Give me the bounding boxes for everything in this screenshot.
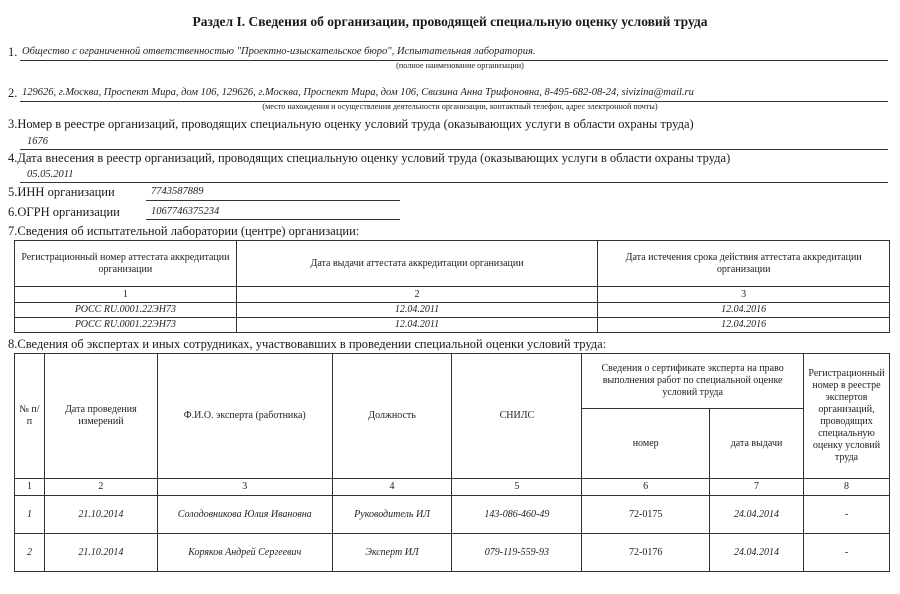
cert-expiry-date-cell: 12.04.2016 xyxy=(598,303,890,318)
col-header-position: Должность xyxy=(332,354,452,479)
row-number-cell: 2 xyxy=(15,534,45,572)
col-number: 2 xyxy=(236,287,598,303)
col-number: 5 xyxy=(452,479,582,496)
col-header-cert-date: дата выдачи xyxy=(710,409,804,479)
registry-number-value: 1676 xyxy=(27,136,48,147)
col-number: 6 xyxy=(582,479,710,496)
registry-date-value: 05.05.2011 xyxy=(27,169,74,180)
lab-section-label: 7.Сведения об испытательной лаборатории (центре) организации: xyxy=(8,224,360,238)
col-header-cert-issue-date: Дата выдачи аттестата аккредитации организации xyxy=(236,241,598,287)
measurement-date-cell: 21.10.2014 xyxy=(44,496,157,534)
table-row xyxy=(15,303,890,318)
org-name-caption: (полное наименование организации) xyxy=(396,61,524,70)
registry-date-label: 4.Дата внесения в реестр организаций, проводящих специальную оценку условий труда (оказывающих услуги в области охраны труда) xyxy=(8,151,731,165)
position-cell: Эксперт ИЛ xyxy=(332,534,452,572)
cert-issue-date-cell: 12.04.2011 xyxy=(236,318,598,333)
ogrn-value: 1067746375234 xyxy=(151,206,220,217)
lab-accreditation-table xyxy=(14,240,890,333)
section-title: Раздел I. Сведения об организации, проводящей специальную оценку условий труда xyxy=(192,14,708,29)
col-header-cert-number: номер xyxy=(582,409,710,479)
experts-table xyxy=(14,353,890,572)
position-cell: Руководитель ИЛ xyxy=(332,496,452,534)
table-row xyxy=(15,534,890,572)
inn-label: 5.ИНН организации xyxy=(8,185,115,199)
col-number: 3 xyxy=(157,479,332,496)
underline xyxy=(20,149,888,150)
cert-expiry-date-cell: 12.04.2016 xyxy=(598,318,890,333)
col-number: 7 xyxy=(710,479,804,496)
row-number-cell: 1 xyxy=(15,496,45,534)
cert-number-cell: РОСС RU.0001.22ЭН73 xyxy=(15,303,237,318)
expert-name-cell: Коряков Андрей Сергеевич xyxy=(157,534,332,572)
col-number: 3 xyxy=(598,287,890,303)
registry-number-cell: - xyxy=(803,534,889,572)
col-header-expert-certificate: Сведения о сертификате эксперта на право выполнения работ по специальной оценке условий труда xyxy=(582,354,804,409)
underline xyxy=(146,219,400,220)
cert-number-cell: 72-0176 xyxy=(582,534,710,572)
underline xyxy=(20,182,888,183)
org-full-name: Общество с ограниченной ответственностью "Проектно-изыскательское бюро", Испытательная лаборатория. xyxy=(22,46,536,57)
col-header-expert-name: Ф.И.О. эксперта (работника) xyxy=(157,354,332,479)
col-header-registry-number: Регистрационный номер в реестре экспертов организаций, проводящих специальную оценку условий труда xyxy=(803,354,889,479)
item1-number: 1. xyxy=(8,45,18,59)
col-number: 2 xyxy=(44,479,157,496)
snils-cell: 143-086-460-49 xyxy=(452,496,582,534)
item2-number: 2. xyxy=(8,86,18,100)
ogrn-label: 6.ОГРН организации xyxy=(8,205,120,219)
col-header-measurement-date: Дата проведения измерений xyxy=(44,354,157,479)
col-header-number: № п/п xyxy=(15,354,45,479)
measurement-date-cell: 21.10.2014 xyxy=(44,534,157,572)
registry-number-cell: - xyxy=(803,496,889,534)
cert-number-cell: РОСС RU.0001.22ЭН73 xyxy=(15,318,237,333)
col-header-snils: СНИЛС xyxy=(452,354,582,479)
col-number: 8 xyxy=(803,479,889,496)
table-row xyxy=(15,496,890,534)
table-row xyxy=(15,318,890,333)
expert-name-cell: Солодовникова Юлия Ивановна xyxy=(157,496,332,534)
cert-date-cell: 24.04.2014 xyxy=(710,534,804,572)
cert-number-cell: 72-0175 xyxy=(582,496,710,534)
snils-cell: 079-119-559-93 xyxy=(452,534,582,572)
col-number: 4 xyxy=(332,479,452,496)
col-header-cert-expiry-date: Дата истечения срока действия аттестата аккредитации организации xyxy=(598,241,890,287)
registry-number-label: 3.Номер в реестре организаций, проводящих специальную оценку условий труда (оказывающих услуги в области охраны труда) xyxy=(8,117,694,131)
col-number: 1 xyxy=(15,479,45,496)
experts-section-label: 8.Сведения об экспертах и иных сотрудниках, участвовавших в проведении специальной оценки условий труда: xyxy=(8,337,607,351)
col-header-cert-number: Регистрационный номер аттестата аккредитации организации xyxy=(15,241,237,287)
org-address-contacts: 129626, г.Москва, Проспект Мира, дом 106, 129626, г.Москва, Проспект Мира, дом 106, Свизина Анна Трифоновна, 8-495-682-08-24, sivizina@mail.ru xyxy=(22,87,694,98)
col-number: 1 xyxy=(15,287,237,303)
cert-date-cell: 24.04.2014 xyxy=(710,496,804,534)
cert-issue-date-cell: 12.04.2011 xyxy=(236,303,598,318)
address-caption: (место нахождения и осуществления деятельности организации, контактный телефон, адрес электронной почты) xyxy=(262,102,658,111)
inn-value: 7743587889 xyxy=(151,186,204,197)
underline xyxy=(146,200,400,201)
